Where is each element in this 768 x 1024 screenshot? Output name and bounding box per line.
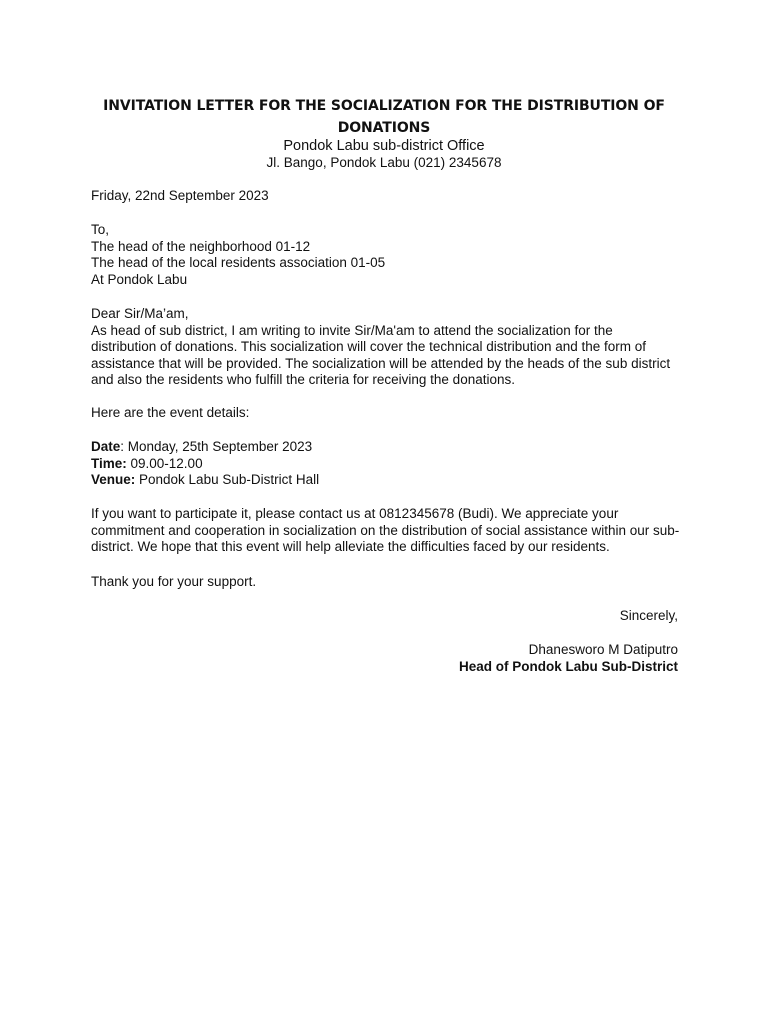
- detail-venue-label: Venue:: [91, 472, 136, 487]
- office-name: Pondok Labu sub-district Office: [283, 138, 485, 154]
- detail-venue-value: Pondok Labu Sub-District Hall: [135, 472, 320, 487]
- recipient-line: At Pondok Labu: [91, 271, 188, 287]
- closing-paragraph: If you want to participate it, please contact us at 0812345678 (Budi). We appreciate your commitment and cooperation in socialization on the distribution of social assistance within our sub-district. We hope that this event will help alleviate the difficulties faced by our residents.: [91, 506, 680, 554]
- detail-time-label: Time:: [91, 455, 127, 471]
- sign-off: Sincerely,: [619, 608, 678, 623]
- letter-title: INVITATION LETTER FOR THE SOCIALIZATION FOR THE DISTRIBUTION OF DONATIONS: [103, 98, 665, 136]
- details-intro: Here are the event details:: [91, 405, 250, 420]
- recipient-line: The head of the neighborhood 01-12: [91, 238, 311, 254]
- thanks-line: Thank you for your support.: [91, 574, 257, 589]
- detail-time-value: 09.00-12.00: [126, 455, 203, 471]
- office-address: Jl. Bango, Pondok Labu (021) 2345678: [266, 155, 502, 170]
- greeting-block: [91, 306, 681, 389]
- detail-venue: [91, 472, 681, 489]
- recipient-line: The head of the local residents association 01-05: [91, 255, 386, 270]
- detail-date-value: : Monday, 25th September 2023: [120, 439, 313, 454]
- letter-date: Friday, 22nd September 2023: [91, 188, 269, 203]
- recipients-block: [91, 222, 681, 288]
- body-paragraph: As head of sub district, I am writing to invite Sir/Ma'am to attend the socialization for the distribution of donations. This socialization will cover the technical distribution and the form of assistance that will be provided. The socialization will be attended by the heads of the sub district and also the residents who fulfill the criteria for receiving the donations.: [91, 322, 671, 387]
- signer-name: Dhaneswor‌o M Datiputro: [528, 642, 678, 657]
- detail-date: [91, 439, 681, 456]
- event-details: [91, 439, 681, 489]
- salutation: Dear Sir/Ma’am,: [91, 306, 189, 321]
- detail-time: [91, 456, 681, 473]
- signature-block: [380, 642, 678, 675]
- signer-title: Head of Pondok Labu Sub-District: [458, 658, 678, 674]
- detail-date-label: Date: [91, 439, 121, 454]
- recipient-to: To,: [91, 222, 110, 237]
